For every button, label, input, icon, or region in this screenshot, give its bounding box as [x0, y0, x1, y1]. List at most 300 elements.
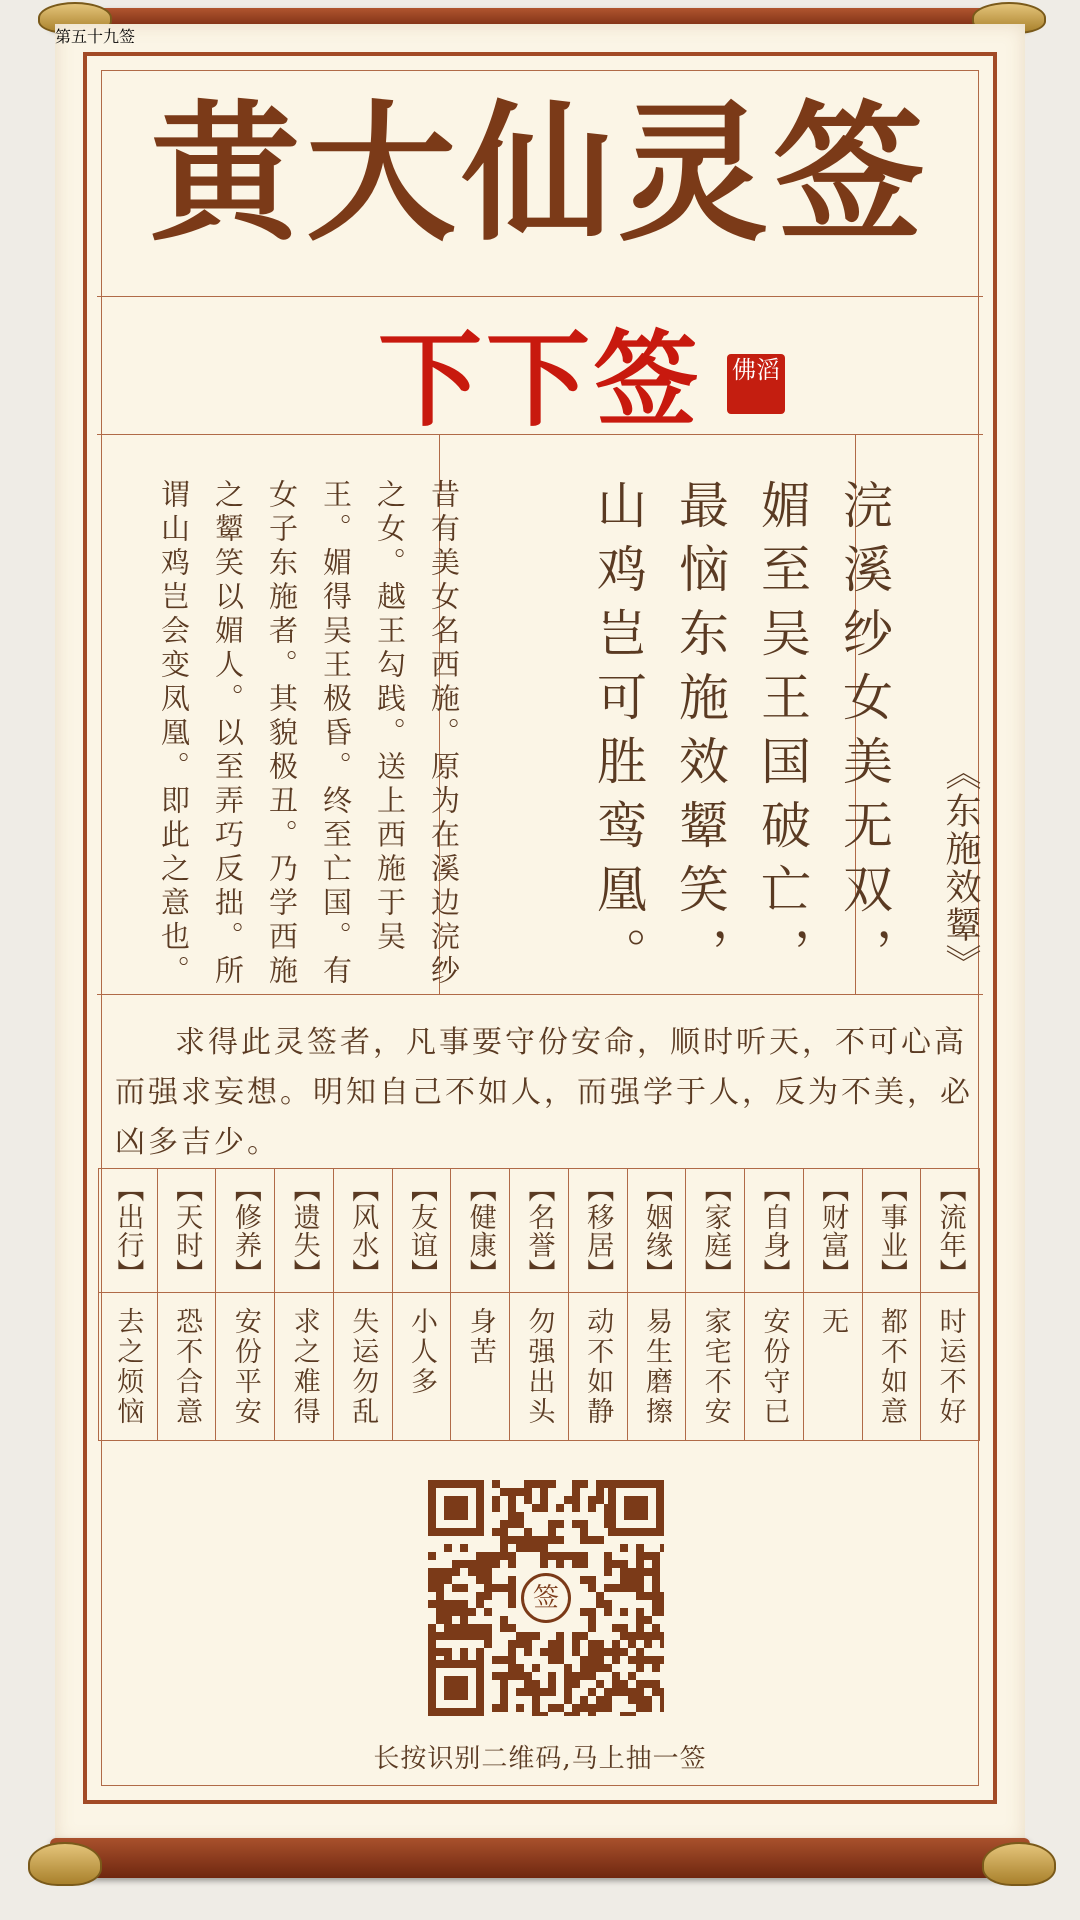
- qr-module: [428, 1624, 436, 1632]
- qr-module: [660, 1608, 664, 1616]
- qr-module: [564, 1680, 572, 1688]
- qr-module: [580, 1696, 588, 1704]
- qr-module: [460, 1608, 468, 1616]
- qr-module: [476, 1552, 484, 1560]
- qr-module: [548, 1680, 556, 1688]
- qr-module: [564, 1696, 572, 1704]
- qr-module: [652, 1592, 660, 1600]
- qr-module: [436, 1648, 444, 1656]
- qr-module: [588, 1504, 596, 1512]
- qr-module: [588, 1496, 596, 1504]
- qr-module: [652, 1560, 660, 1568]
- qr-module: [436, 1568, 444, 1576]
- qr-module: [476, 1624, 484, 1632]
- table-header-cell: 【家庭】: [686, 1169, 744, 1293]
- qr-module: [596, 1592, 604, 1600]
- qr-module: [444, 1632, 452, 1640]
- qr-module: [444, 1616, 452, 1624]
- qr-module: [580, 1656, 588, 1664]
- qr-module: [460, 1600, 468, 1608]
- qr-module: [644, 1632, 652, 1640]
- qr-module: [492, 1656, 500, 1664]
- qr-module: [460, 1656, 468, 1664]
- qr-module: [604, 1552, 612, 1560]
- qr-module: [636, 1568, 644, 1576]
- qr-module: [556, 1536, 564, 1544]
- qr-module: [588, 1576, 596, 1584]
- table-header-cell: 【流年】: [921, 1169, 979, 1293]
- qr-module: [580, 1608, 588, 1616]
- qr-module: [428, 1600, 436, 1608]
- qr-module: [428, 1632, 436, 1640]
- qr-module: [620, 1584, 628, 1592]
- qr-module: [476, 1600, 484, 1608]
- qr-module: [484, 1568, 492, 1576]
- table-value-cell: 无: [817, 1307, 849, 1337]
- qr-module: [476, 1648, 484, 1656]
- qr-module: [524, 1672, 532, 1680]
- seal-stamp: 佛滔: [727, 354, 785, 414]
- qr-module: [588, 1672, 596, 1680]
- qr-module: [524, 1480, 532, 1488]
- qr-module: [540, 1536, 548, 1544]
- qr-module: [652, 1608, 660, 1616]
- qr-module: [620, 1712, 628, 1716]
- table-value-cell: 都不如意: [875, 1307, 907, 1427]
- table-value-cell: 时运不好: [934, 1307, 966, 1427]
- qr-module: [492, 1496, 500, 1504]
- qr-module: [508, 1576, 516, 1584]
- qr-module: [604, 1696, 612, 1704]
- qr-module: [612, 1680, 620, 1688]
- qr-module: [652, 1584, 660, 1592]
- qr-module: [452, 1560, 460, 1568]
- sign-poem: 浣溪纱女美无双，媚至吴王国破亡，最恼东施效颦笑，山鸡岂可胜鸾凰。: [589, 479, 893, 991]
- qr-module: [660, 1544, 664, 1552]
- table-column: [568, 1169, 627, 1440]
- qr-module: [548, 1704, 556, 1712]
- qr-module: [532, 1536, 540, 1544]
- qr-module: [636, 1544, 644, 1552]
- qr-module: [652, 1688, 660, 1696]
- divider-poem: [97, 994, 983, 995]
- qr-module: [652, 1624, 660, 1632]
- qr-module: [540, 1688, 548, 1696]
- qr-module: [596, 1600, 604, 1608]
- qr-module: [508, 1640, 516, 1648]
- qr-module: [476, 1560, 484, 1568]
- qr-module: [636, 1696, 644, 1704]
- qr-module: [644, 1680, 652, 1688]
- table-column: [99, 1169, 157, 1440]
- qr-module: [548, 1520, 556, 1528]
- table-column: [803, 1169, 862, 1440]
- qr-module: [428, 1576, 436, 1584]
- qr-module: [500, 1544, 508, 1552]
- qr-module: [604, 1648, 612, 1656]
- qr-module: [460, 1584, 468, 1592]
- qr-module: [556, 1560, 564, 1568]
- qr-module: [572, 1632, 580, 1640]
- qr-module: [580, 1576, 588, 1584]
- qr-module: [588, 1616, 596, 1624]
- table-value-cell: 勿强出头: [523, 1307, 555, 1427]
- qr-module: [596, 1656, 604, 1664]
- qr-module: [484, 1632, 492, 1640]
- qr-module: [476, 1592, 484, 1600]
- qr-module: [532, 1504, 540, 1512]
- table-header-cell: 【修养】: [216, 1169, 274, 1293]
- qr-module: [636, 1592, 644, 1600]
- qr-module: [644, 1704, 652, 1712]
- qr-module: [508, 1504, 516, 1512]
- table-header-cell: 【名誉】: [510, 1169, 568, 1293]
- qr-module: [596, 1480, 604, 1488]
- qr-module: [612, 1624, 620, 1632]
- qr-module: [660, 1688, 664, 1696]
- qr-module: [500, 1624, 508, 1632]
- qr-module: [604, 1608, 612, 1616]
- table-header-cell: 【遗失】: [275, 1169, 333, 1293]
- qr-module: [556, 1504, 564, 1512]
- qr-module: [652, 1680, 660, 1688]
- qr-module: [516, 1640, 524, 1648]
- qr-module: [444, 1576, 452, 1584]
- qr-module: [436, 1600, 444, 1608]
- qr-module: [428, 1584, 436, 1592]
- qr-module: [572, 1552, 580, 1560]
- qr-module: [508, 1672, 516, 1680]
- qr-module: [652, 1576, 660, 1584]
- qr-module: [596, 1640, 604, 1648]
- qr-module: [516, 1512, 524, 1520]
- qr-module: [428, 1568, 436, 1576]
- qr-module: [580, 1528, 588, 1536]
- qr-module: [532, 1544, 540, 1552]
- qr-module: [636, 1664, 644, 1672]
- qr-module: [508, 1592, 516, 1600]
- qr-module: [508, 1560, 516, 1568]
- qr-module: [452, 1584, 460, 1592]
- qr-module: [628, 1568, 636, 1576]
- qr-module: [612, 1640, 620, 1648]
- qr-module: [596, 1648, 604, 1656]
- qr-module: [620, 1624, 628, 1632]
- qr-module: [492, 1552, 500, 1560]
- qr-module: [444, 1656, 452, 1664]
- qr-module: [596, 1664, 604, 1672]
- qr-module: [508, 1488, 516, 1496]
- table-header-cell: 【自身】: [745, 1169, 803, 1293]
- qr-module: [516, 1632, 524, 1640]
- qr-module: [548, 1640, 556, 1648]
- qr-module: [604, 1600, 612, 1608]
- qr-module: [556, 1632, 564, 1640]
- qr-module: [604, 1584, 612, 1592]
- qr-module: [620, 1608, 628, 1616]
- qr-module: [580, 1664, 588, 1672]
- qr-module: [436, 1616, 444, 1624]
- qr-module: [612, 1672, 620, 1680]
- qr-module: [604, 1560, 612, 1568]
- table-column: [215, 1169, 274, 1440]
- qr-module: [460, 1616, 468, 1624]
- qr-module: [596, 1536, 604, 1544]
- qr-module: [532, 1664, 540, 1672]
- qr-module: [652, 1656, 660, 1664]
- qr-module: [660, 1592, 664, 1600]
- qr-module: [452, 1632, 460, 1640]
- qr-module: [556, 1704, 564, 1712]
- qr-module: [636, 1608, 644, 1616]
- qr-module: [516, 1520, 524, 1528]
- sign-grade: 下下签: [377, 318, 702, 441]
- qr-module: [524, 1632, 532, 1640]
- qr-module: [652, 1664, 660, 1672]
- qr-module: [508, 1512, 516, 1520]
- qr-module: [532, 1680, 540, 1688]
- qr-module: [508, 1656, 516, 1664]
- qr-module: [540, 1496, 548, 1504]
- qr-module: [652, 1632, 660, 1640]
- qr-module: [508, 1600, 516, 1608]
- qr-module: [588, 1584, 596, 1592]
- qr-module: [540, 1560, 548, 1568]
- table-column: [685, 1169, 744, 1440]
- qr-module: [572, 1640, 580, 1648]
- qr-center-logo: 签: [521, 1573, 571, 1623]
- qr-module: [516, 1544, 524, 1552]
- qr-code[interactable]: [428, 1480, 664, 1716]
- qr-module: [468, 1624, 476, 1632]
- qr-module: [628, 1696, 636, 1704]
- table-header-cell: 【友谊】: [393, 1169, 451, 1293]
- qr-module: [556, 1520, 564, 1528]
- qr-module: [524, 1688, 532, 1696]
- qr-module: [588, 1640, 596, 1648]
- qr-module: [652, 1552, 660, 1560]
- qr-module: [500, 1672, 508, 1680]
- qr-module: [604, 1664, 612, 1672]
- qr-module: [628, 1632, 636, 1640]
- table-header-cell: 【健康】: [451, 1169, 509, 1293]
- qr-module: [516, 1664, 524, 1672]
- qr-module: [436, 1584, 444, 1592]
- qr-module: [500, 1584, 508, 1592]
- qr-module: [484, 1584, 492, 1592]
- qr-module: [644, 1592, 652, 1600]
- qr-module: [500, 1520, 508, 1528]
- qr-module: [468, 1632, 476, 1640]
- qr-module: [468, 1560, 476, 1568]
- qr-module: [476, 1576, 484, 1584]
- scroll-bottom-rod: [50, 1838, 1030, 1878]
- qr-module: [508, 1536, 516, 1544]
- qr-module: [540, 1488, 548, 1496]
- qr-module: [596, 1696, 604, 1704]
- qr-module: [572, 1712, 580, 1716]
- table-column: [862, 1169, 921, 1440]
- qr-module: [604, 1704, 612, 1712]
- qr-module: [436, 1632, 444, 1640]
- qr-module: [588, 1688, 596, 1696]
- qr-module: [500, 1552, 508, 1560]
- qr-module: [548, 1656, 556, 1664]
- qr-module: [644, 1656, 652, 1664]
- qr-module: [580, 1480, 588, 1488]
- qr-module: [444, 1624, 452, 1632]
- qr-module: [444, 1544, 452, 1552]
- qr-module: [636, 1656, 644, 1664]
- qr-module: [476, 1568, 484, 1576]
- qr-module: [628, 1640, 636, 1648]
- qr-module: [524, 1640, 532, 1648]
- qr-module: [516, 1488, 524, 1496]
- qr-module: [540, 1712, 548, 1716]
- qr-module: [620, 1632, 628, 1640]
- qr-module: [460, 1544, 468, 1552]
- qr-module: [500, 1528, 508, 1536]
- fortune-table: [98, 1168, 980, 1441]
- qr-module: [524, 1648, 532, 1656]
- qr-module: [524, 1536, 532, 1544]
- qr-module: [508, 1664, 516, 1672]
- qr-module: [620, 1680, 628, 1688]
- qr-module: [564, 1688, 572, 1696]
- qr-module: [492, 1584, 500, 1592]
- qr-caption: 长按识别二维码,马上抽一签: [373, 1744, 707, 1774]
- qr-module: [652, 1568, 660, 1576]
- qr-module: [436, 1576, 444, 1584]
- sign-explanation: 昔有美女名西施。原为在溪边浣纱之女。越王勾践。送上西施于吴王。媚得吴王极昏。终至亡国。有女子东施者。其貌极丑。乃学西施之颦笑以媚人。以至弄巧反拙。所谓山鸡岂会变凤凰。即此之意也。: [157, 479, 461, 989]
- qr-module: [580, 1520, 588, 1528]
- qr-module: [484, 1608, 492, 1616]
- qr-module: [516, 1536, 524, 1544]
- table-value-cell: 身苦: [464, 1307, 496, 1367]
- qr-module: [620, 1576, 628, 1584]
- qr-module: [452, 1608, 460, 1616]
- qr-module: [484, 1576, 492, 1584]
- qr-module: [620, 1544, 628, 1552]
- qr-module: [516, 1688, 524, 1696]
- qr-module: [588, 1712, 596, 1716]
- qr-module: [548, 1648, 556, 1656]
- sign-summary: 求得此灵签者，凡事要守份安命，顺时听天，不可心高而强求妄想。明知自己不如人，而强学于人，反为不美，必凶多吉少。: [115, 1025, 973, 1160]
- qr-module: [508, 1648, 516, 1656]
- table-column: [744, 1169, 803, 1440]
- qr-module: [540, 1544, 548, 1552]
- page-title: 黄大仙灵签: [149, 86, 930, 262]
- qr-module: [580, 1560, 588, 1568]
- qr-module: [588, 1664, 596, 1672]
- qr-module: [508, 1552, 516, 1560]
- qr-module: [516, 1704, 524, 1712]
- qr-module: [636, 1616, 644, 1624]
- qr-module: [452, 1624, 460, 1632]
- table-column: [450, 1169, 509, 1440]
- qr-module: [580, 1536, 588, 1544]
- qr-module: [484, 1552, 492, 1560]
- sign-number: 第五十九签: [55, 27, 136, 46]
- qr-module: [460, 1648, 468, 1656]
- qr-module: [660, 1696, 664, 1704]
- qr-module: [428, 1640, 436, 1648]
- qr-module: [548, 1536, 556, 1544]
- qr-module: [588, 1704, 596, 1712]
- qr-module: [548, 1552, 556, 1560]
- qr-module: [532, 1712, 540, 1716]
- scroll-bottom-ornament-right: [982, 1842, 1056, 1886]
- qr-module: [540, 1480, 548, 1488]
- qr-module: [532, 1480, 540, 1488]
- table-value-cell: 失运勿乱: [347, 1307, 379, 1427]
- qr-module: [596, 1704, 604, 1712]
- qr-module: [628, 1656, 636, 1664]
- qr-module: [580, 1632, 588, 1640]
- qr-module: [580, 1704, 588, 1712]
- qr-module: [588, 1536, 596, 1544]
- qr-module: [500, 1616, 508, 1624]
- qr-module: [428, 1648, 436, 1656]
- qr-module: [524, 1544, 532, 1552]
- qr-module: [660, 1704, 664, 1712]
- qr-module: [484, 1560, 492, 1568]
- qr-module: [452, 1568, 460, 1576]
- table-value-cell: 家宅不安: [699, 1307, 731, 1427]
- qr-module: [572, 1480, 580, 1488]
- divider-grade: [97, 434, 983, 435]
- table-header-cell: 【风水】: [334, 1169, 392, 1293]
- table-header-cell: 【移居】: [569, 1169, 627, 1293]
- qr-module: [508, 1496, 516, 1504]
- qr-module: [644, 1568, 652, 1576]
- qr-module: [476, 1656, 484, 1664]
- qr-module: [636, 1584, 644, 1592]
- qr-module: [596, 1496, 604, 1504]
- qr-module: [572, 1648, 580, 1656]
- qr-module: [604, 1504, 612, 1512]
- qr-module: [612, 1648, 620, 1656]
- qr-module: [580, 1552, 588, 1560]
- qr-module: [492, 1560, 500, 1568]
- qr-module: [580, 1672, 588, 1680]
- qr-module: [620, 1560, 628, 1568]
- table-header-cell: 【事业】: [863, 1169, 921, 1293]
- qr-module: [532, 1696, 540, 1704]
- sign-name: 《东施效颦》: [940, 754, 981, 982]
- qr-module: [572, 1520, 580, 1528]
- qr-module: [572, 1504, 580, 1512]
- table-value-cell: 小人多: [406, 1307, 438, 1397]
- qr-module: [564, 1496, 572, 1504]
- qr-module: [492, 1480, 500, 1488]
- table-column: [392, 1169, 451, 1440]
- qr-module: [500, 1704, 508, 1712]
- qr-module: [636, 1576, 644, 1584]
- table-column: [333, 1169, 392, 1440]
- table-value-cell: 恐不合意: [171, 1307, 203, 1427]
- qr-module: [564, 1552, 572, 1560]
- qr-module: [468, 1608, 476, 1616]
- qr-module: [620, 1648, 628, 1656]
- table-column: [627, 1169, 686, 1440]
- qr-module: [564, 1664, 572, 1672]
- qr-module: [492, 1528, 500, 1536]
- scroll-bottom-ornament-left: [28, 1842, 102, 1886]
- qr-module: [500, 1696, 508, 1704]
- divider-title: [97, 296, 983, 297]
- qr-module: [548, 1688, 556, 1696]
